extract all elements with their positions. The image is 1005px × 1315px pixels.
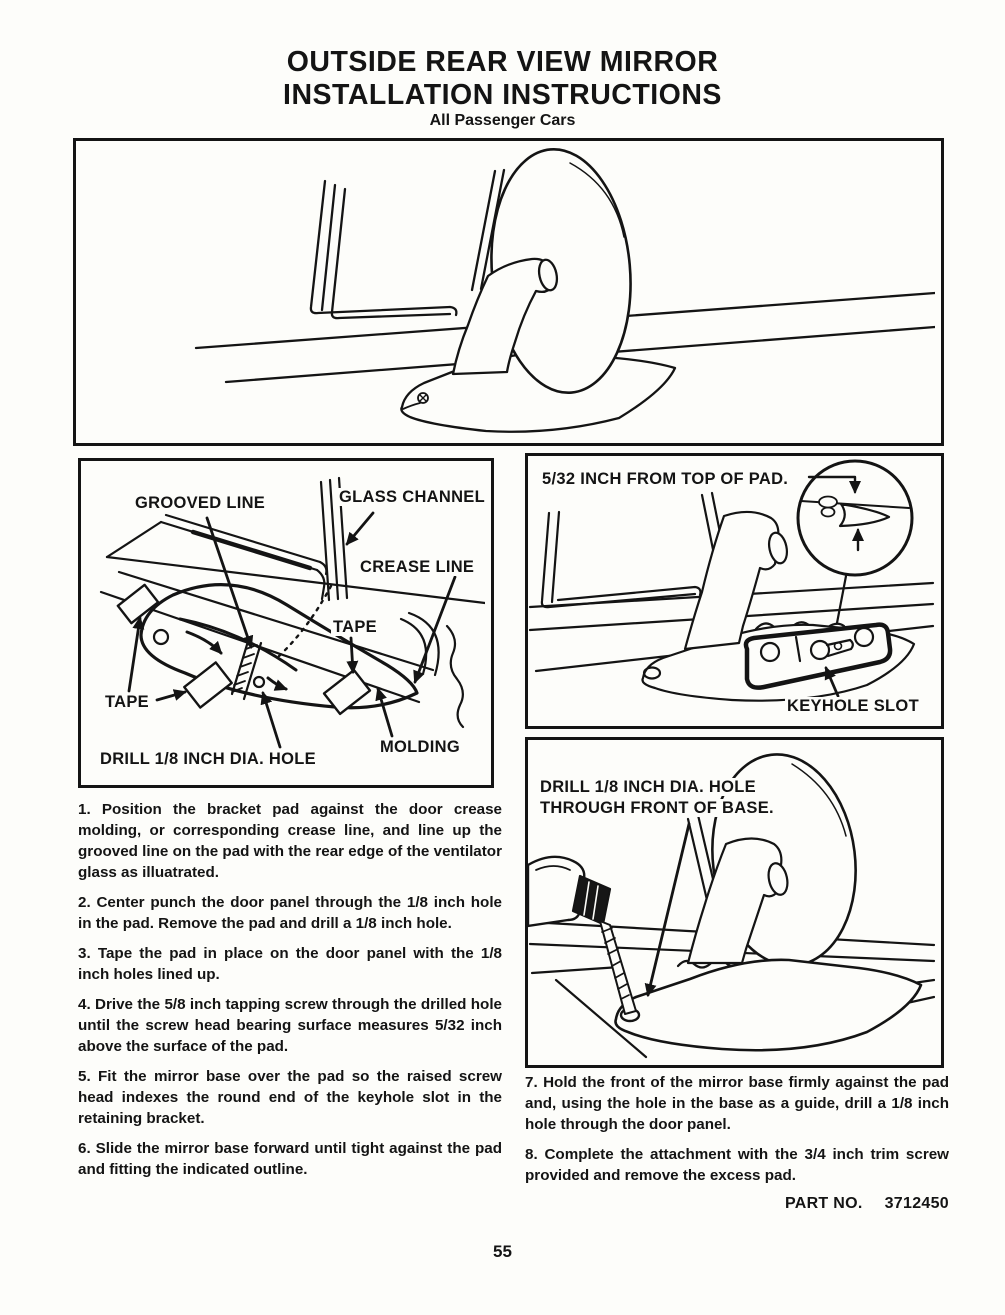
page-title-line1: OUTSIDE REAR VIEW MIRROR [286,46,719,78]
instructions-left-column [78,799,502,1189]
step-6: 6. Slide the mirror base forward until tight against the pad and fitting the indicated outline. [78,1140,502,1178]
crease-line-label: CREASE LINE [360,558,475,576]
mirror-on-door-drawing [76,141,935,437]
keyhole-base-drawing [528,456,935,720]
part-number-value: 3712450 [884,1195,949,1212]
part-number-line [525,1195,949,1213]
page-title-line2: INSTALLATION INSTRUCTIONS [283,79,722,111]
drill-base-label-line2: THROUGH FRONT OF BASE. [540,799,774,817]
step-4: 4. Drive the 5/8 inch tapping screw through the drilled hole until the screw head bearing surface measures 5/32 inch above the surface of the pad. [78,996,502,1055]
step-5: 5. Fit the mirror base over the pad so the raised screw head indexes the round end of the keyhole slot in the retaining bracket. [78,1068,502,1127]
molding-label: MOLDING [380,738,461,756]
main-mirror-illustration [73,138,944,446]
keyhole-slot-diagram [525,453,944,729]
glass-channel-label: GLASS CHANNEL [339,488,485,506]
keyhole-slot-label: KEYHOLE SLOT [787,697,919,715]
tape-lower-label: TAPE [105,693,149,711]
step-3: 3. Tape the pad in place on the door panel with the 1/8 inch holes lined up. [78,945,502,983]
step-2: 2. Center punch the door panel through the 1/8 inch hole in the pad. Remove the pad and drill a 1/8 inch hole. [78,894,502,932]
instructions-right-column [525,1072,949,1213]
step-7: 7. Hold the front of the mirror base firmly against the pad and, using the hole in the base as a guide, drill a 1/8 inch hole through the door panel. [525,1074,949,1133]
part-number-label: PART NO. [784,1195,863,1212]
drill-base-diagram [525,737,944,1068]
page-title [0,46,1005,112]
tape-upper-label: TAPE [333,618,377,636]
step-1: 1. Position the bracket pad against the door crease molding, or corresponding crease line, and line up the grooved line on the pad with the rear edge of the ventilator glass as illuatrated. [78,801,502,881]
drill-base-label-line1: DRILL 1/8 INCH DIA. HOLE [540,778,756,796]
grooved-line-label: GROOVED LINE [135,494,266,512]
drill-hole-label: DRILL 1/8 INCH DIA. HOLE [100,750,316,768]
step-8: 8. Complete the attachment with the 3/4 inch trim screw provided and remove the excess pad. [525,1146,949,1184]
page-subtitle: All Passenger Cars [429,112,576,129]
pad-distance-label: 5/32 INCH FROM TOP OF PAD. [542,470,789,488]
page-number: 55 [493,1242,512,1261]
pad-positioning-diagram [78,458,494,788]
